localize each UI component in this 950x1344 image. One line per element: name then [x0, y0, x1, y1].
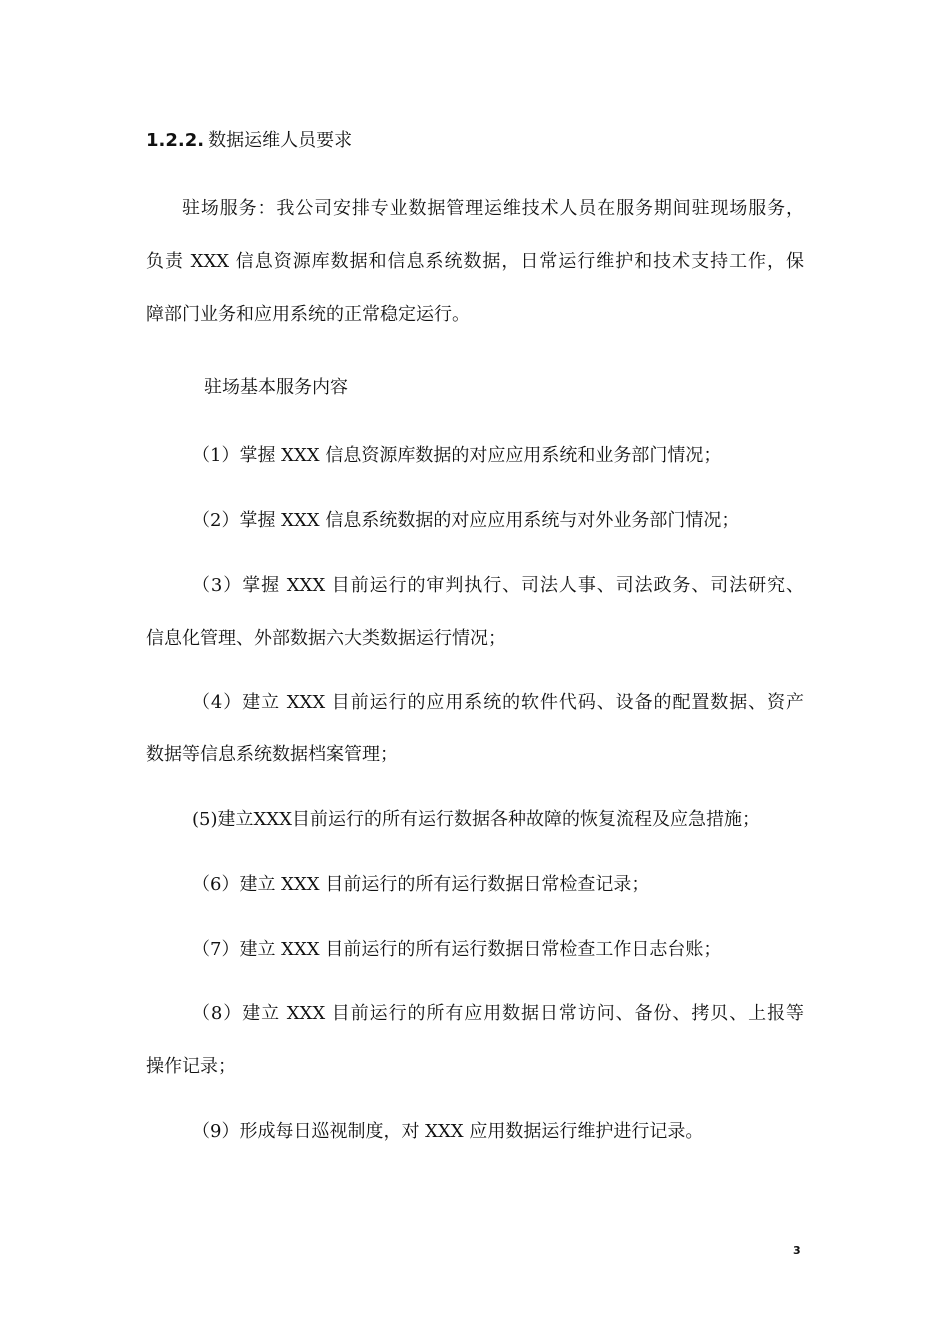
section-number: 1.2.2.	[146, 130, 205, 151]
intro-paragraph-line-3: 障部门业务和应用系统的正常稳定运行。	[146, 304, 470, 325]
list-item-2: （2）掌握 XXX 信息系统数据的对应应用系统与对外业务部门情况；	[192, 510, 740, 531]
list-item-8-line-1: （8）建立 XXX 目前运行的所有应用数据日常访问、备份、拷贝、上报等	[192, 1003, 804, 1024]
list-item-9: （9）形成每日巡视制度，对 XXX 应用数据运行维护进行记录。	[192, 1121, 704, 1142]
subheading: 驻场基本服务内容	[204, 377, 348, 398]
section-title: 数据运维人员要求	[208, 130, 353, 151]
list-item-6: （6）建立 XXX 目前运行的所有运行数据日常检查记录；	[192, 874, 650, 895]
list-item-3-line-2: 信息化管理、外部数据六大类数据运行情况；	[146, 628, 506, 649]
list-item-8-line-2: 操作记录；	[146, 1056, 236, 1077]
list-item-4-line-1: （4）建立 XXX 目前运行的应用系统的软件代码、设备的配置数据、资产	[192, 692, 804, 713]
intro-paragraph-line-1: 驻场服务：我公司安排专业数据管理运维技术人员在服务期间驻现场服务，	[182, 198, 804, 219]
list-item-7: （7）建立 XXX 目前运行的所有运行数据日常检查工作日志台账；	[192, 939, 722, 960]
list-item-3-line-1: （3）掌握 XXX 目前运行的审判执行、司法人事、司法政务、司法研究、	[192, 575, 804, 596]
section-heading	[146, 128, 804, 154]
list-item-5: (5)建立XXX目前运行的所有运行数据各种故障的恢复流程及应急措施；	[192, 809, 760, 830]
page-number: 3	[793, 1244, 801, 1257]
list-item-1: （1）掌握 XXX 信息资源库数据的对应应用系统和业务部门情况；	[192, 445, 722, 466]
list-item-4-line-2: 数据等信息系统数据档案管理；	[146, 744, 398, 765]
intro-paragraph-line-2: 负责 XXX 信息资源库数据和信息系统数据，日常运行维护和技术支持工作，保	[146, 251, 804, 272]
